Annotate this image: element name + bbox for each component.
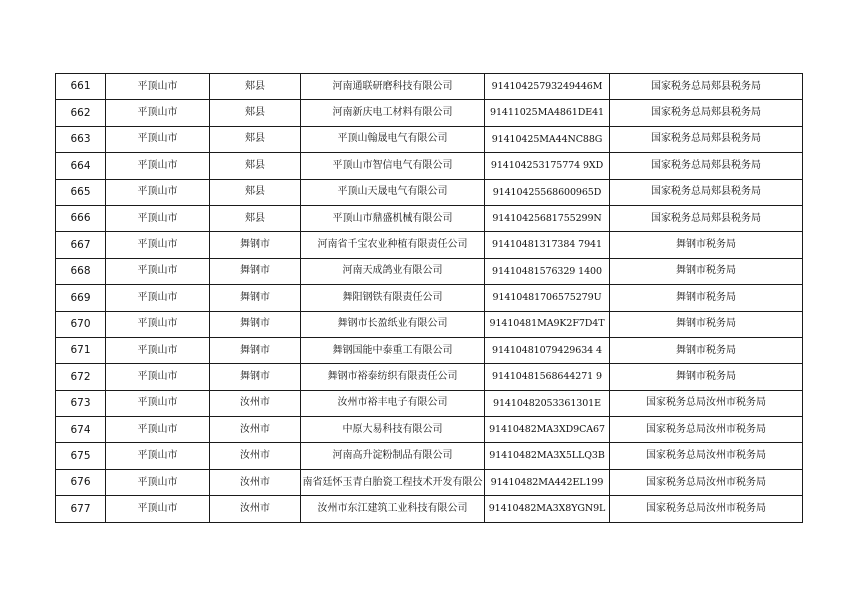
tax-authority-cell: 舞钢市税务局: [610, 364, 803, 390]
table-row: [56, 364, 803, 390]
county-cell: 汝州市: [210, 390, 301, 416]
city-cell: 平顶山市: [106, 258, 210, 284]
company-name-cell: 舞钢国能中泰重工有限公司: [301, 337, 485, 363]
row-number: 663: [56, 126, 106, 152]
credit-code-cell: 91410425681755299N: [485, 205, 610, 231]
city-cell: 平顶山市: [106, 443, 210, 469]
tax-authority-cell: 舞钢市税务局: [610, 337, 803, 363]
table-row: [56, 232, 803, 258]
tax-authority-cell: 国家税务总局汝州市税务局: [610, 443, 803, 469]
row-number: 672: [56, 364, 106, 390]
credit-code-cell: 914104253175774 9XD: [485, 153, 610, 179]
city-cell: 平顶山市: [106, 285, 210, 311]
credit-code-cell: 91410481568644271 9: [485, 364, 610, 390]
company-name-cell: 河南通联研磨科技有限公司: [301, 74, 485, 100]
company-name-cell: 汝州市东江建筑工业科技有限公司: [301, 496, 485, 522]
city-cell: 平顶山市: [106, 337, 210, 363]
table-row: [56, 390, 803, 416]
company-name-cell: 南省廷怀玉青白胎瓷工程技术开发有限公: [301, 469, 485, 495]
city-cell: 平顶山市: [106, 232, 210, 258]
table-row: [56, 205, 803, 231]
county-cell: 郏县: [210, 205, 301, 231]
company-name-cell: 河南新庆电工材料有限公司: [301, 100, 485, 126]
tax-authority-cell: 舞钢市税务局: [610, 258, 803, 284]
tax-authority-cell: 舞钢市税务局: [610, 311, 803, 337]
credit-code-cell: 91410425568600965D: [485, 179, 610, 205]
tax-authority-cell: 舞钢市税务局: [610, 232, 803, 258]
table-row: [56, 74, 803, 100]
company-name-cell: 河南省千宝农业种植有限责任公司: [301, 232, 485, 258]
row-number: 674: [56, 417, 106, 443]
city-cell: 平顶山市: [106, 100, 210, 126]
row-number: 668: [56, 258, 106, 284]
table-row: [56, 179, 803, 205]
tax-authority-cell: 国家税务总局汝州市税务局: [610, 390, 803, 416]
row-number: 664: [56, 153, 106, 179]
city-cell: 平顶山市: [106, 126, 210, 152]
county-cell: 舞钢市: [210, 364, 301, 390]
company-name-cell: 平顶山翰晟电气有限公司: [301, 126, 485, 152]
table-row: [56, 153, 803, 179]
county-cell: 汝州市: [210, 469, 301, 495]
city-cell: 平顶山市: [106, 496, 210, 522]
city-cell: 平顶山市: [106, 74, 210, 100]
tax-authority-cell: 国家税务总局汝州市税务局: [610, 417, 803, 443]
tax-authority-cell: 国家税务总局汝州市税务局: [610, 469, 803, 495]
row-number: 670: [56, 311, 106, 337]
tax-authority-cell: 国家税务总局汝州市税务局: [610, 496, 803, 522]
company-name-cell: 舞阳钢铁有限责任公司: [301, 285, 485, 311]
credit-code-cell: 91410481576329 1400: [485, 258, 610, 284]
county-cell: 汝州市: [210, 496, 301, 522]
row-number: 675: [56, 443, 106, 469]
credit-code-cell: 91410482053361301E: [485, 390, 610, 416]
tax-authority-cell: 国家税务总局郏县税务局: [610, 74, 803, 100]
table-row: [56, 126, 803, 152]
table-row: [56, 285, 803, 311]
city-cell: 平顶山市: [106, 364, 210, 390]
city-cell: 平顶山市: [106, 417, 210, 443]
credit-code-cell: 91411025MA4861DE41: [485, 100, 610, 126]
row-number: 665: [56, 179, 106, 205]
credit-code-cell: 91410425793249446M: [485, 74, 610, 100]
tax-authority-cell: 舞钢市税务局: [610, 285, 803, 311]
credit-code-cell: 91410482MA3X5LLQ3B: [485, 443, 610, 469]
row-number: 667: [56, 232, 106, 258]
credit-code-cell: 91410481706575279U: [485, 285, 610, 311]
company-name-cell: 河南高升淀粉制品有限公司: [301, 443, 485, 469]
credit-code-cell: 91410482MA3X8YGN9L: [485, 496, 610, 522]
tax-authority-cell: 国家税务总局郏县税务局: [610, 126, 803, 152]
county-cell: 郏县: [210, 179, 301, 205]
credit-code-cell: 91410425MA44NC88G: [485, 126, 610, 152]
taxpayer-table: [55, 73, 803, 523]
table-row: [56, 258, 803, 284]
city-cell: 平顶山市: [106, 311, 210, 337]
credit-code-cell: 91410481MA9K2F7D4T: [485, 311, 610, 337]
row-number: 673: [56, 390, 106, 416]
county-cell: 舞钢市: [210, 337, 301, 363]
row-number: 661: [56, 74, 106, 100]
county-cell: 郏县: [210, 153, 301, 179]
company-name-cell: 汝州市裕丰电子有限公司: [301, 390, 485, 416]
tax-authority-cell: 国家税务总局郏县税务局: [610, 179, 803, 205]
city-cell: 平顶山市: [106, 205, 210, 231]
city-cell: 平顶山市: [106, 469, 210, 495]
county-cell: 郏县: [210, 74, 301, 100]
row-number: 676: [56, 469, 106, 495]
tax-authority-cell: 国家税务总局郏县税务局: [610, 205, 803, 231]
company-name-cell: 河南天成鸽业有限公司: [301, 258, 485, 284]
table-row: [56, 100, 803, 126]
row-number: 677: [56, 496, 106, 522]
table-row: [56, 311, 803, 337]
table-row: [56, 469, 803, 495]
county-cell: 舞钢市: [210, 285, 301, 311]
row-number: 669: [56, 285, 106, 311]
table-row: [56, 443, 803, 469]
city-cell: 平顶山市: [106, 179, 210, 205]
company-name-cell: 平顶山市鼎盛机械有限公司: [301, 205, 485, 231]
county-cell: 舞钢市: [210, 258, 301, 284]
county-cell: 汝州市: [210, 443, 301, 469]
tax-authority-cell: 国家税务总局郏县税务局: [610, 100, 803, 126]
company-name-cell: 平顶山天晟电气有限公司: [301, 179, 485, 205]
company-name-cell: 舞钢市长盈纸业有限公司: [301, 311, 485, 337]
row-number: 666: [56, 205, 106, 231]
tax-authority-cell: 国家税务总局郏县税务局: [610, 153, 803, 179]
county-cell: 郏县: [210, 126, 301, 152]
company-name-cell: 中原大易科技有限公司: [301, 417, 485, 443]
credit-code-cell: 91410481079429634 4: [485, 337, 610, 363]
county-cell: 舞钢市: [210, 311, 301, 337]
county-cell: 郏县: [210, 100, 301, 126]
city-cell: 平顶山市: [106, 153, 210, 179]
county-cell: 舞钢市: [210, 232, 301, 258]
table-row: [56, 337, 803, 363]
credit-code-cell: 91410482MA442EL199: [485, 469, 610, 495]
county-cell: 汝州市: [210, 417, 301, 443]
company-name-cell: 舞钢市裕泰纺织有限责任公司: [301, 364, 485, 390]
credit-code-cell: 91410481317384 7941: [485, 232, 610, 258]
row-number: 671: [56, 337, 106, 363]
table-row: [56, 496, 803, 522]
row-number: 662: [56, 100, 106, 126]
credit-code-cell: 91410482MA3XD9CA67: [485, 417, 610, 443]
city-cell: 平顶山市: [106, 390, 210, 416]
company-name-cell: 平顶山市智信电气有限公司: [301, 153, 485, 179]
table-body: [56, 74, 803, 523]
table-row: [56, 417, 803, 443]
